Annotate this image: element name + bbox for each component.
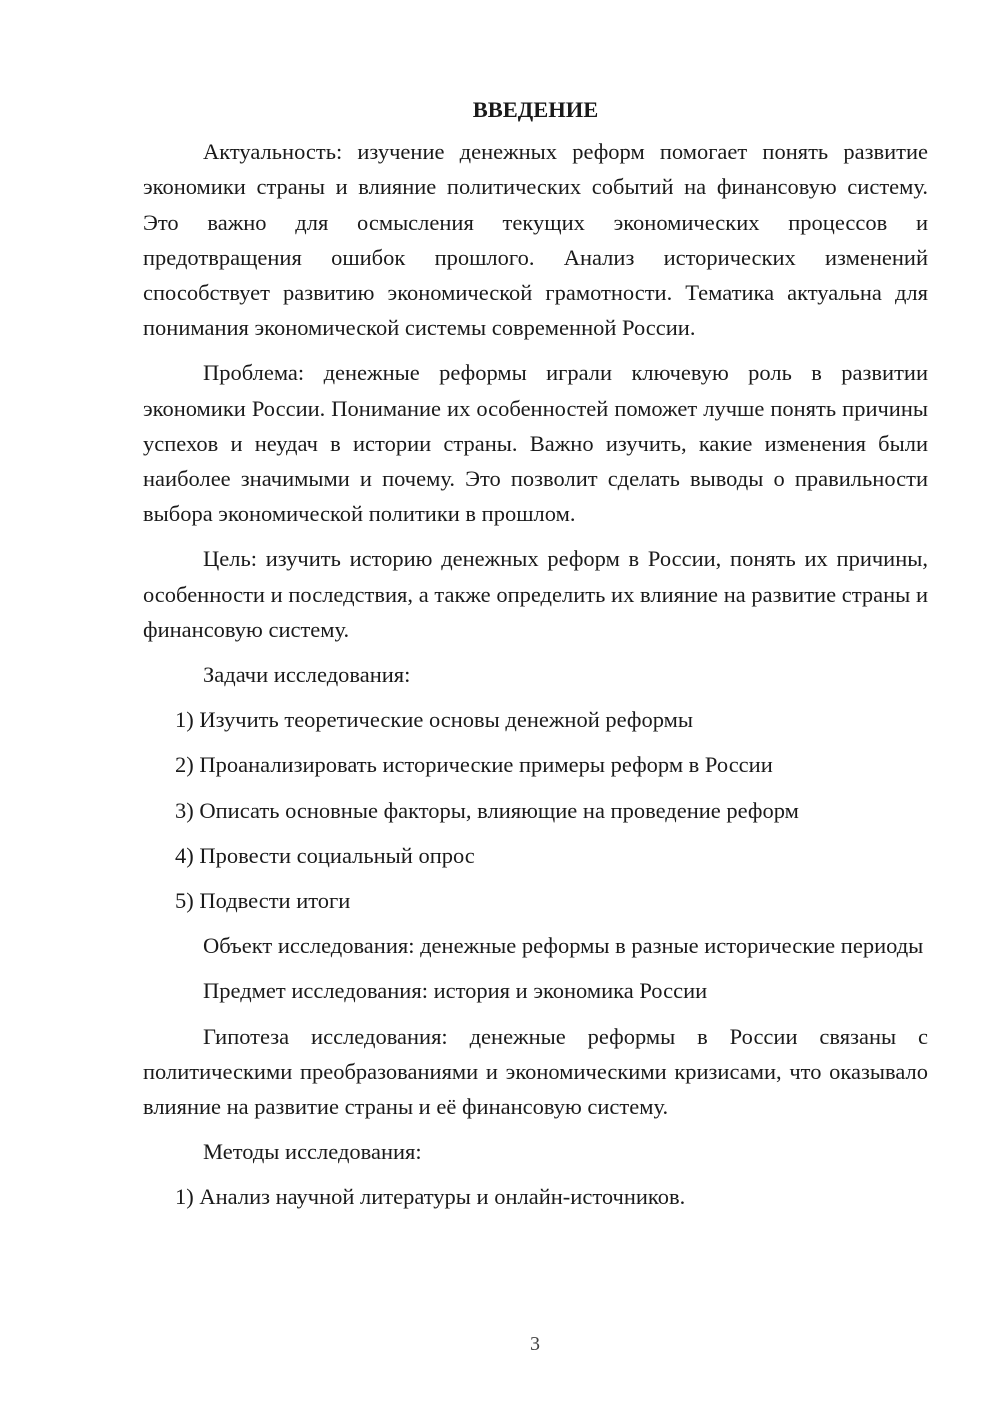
list-item: 4) Провести социальный опрос <box>175 842 475 868</box>
methods-list <box>143 1179 928 1214</box>
list-item: 1) Анализ научной литературы и онлайн-источников. <box>175 1184 686 1210</box>
list-item: 3) Описать основные факторы, влияющие на проведение реформ <box>175 797 799 823</box>
list-item: 1) Изучить теоретические основы денежной реформы <box>175 707 693 733</box>
section-title: ВВЕДЕНИЕ <box>472 97 599 122</box>
relevance-paragraph: Актуальность: изучение денежных реформ помогает понять развитие экономики страны и влияние политических событий на финансовую систему. Это важно для осмысления текущих экономических процессов и предотвращения ошибок прошлого. Анализ исторических изменений способствует развитию экономической грамотности. Тематика актуальна для понимания экономической системы современной России. <box>143 139 928 341</box>
page-content <box>143 92 928 1225</box>
tasks-heading: Задачи исследования: <box>203 662 411 688</box>
page-number: 3 <box>530 1333 540 1355</box>
subject-paragraph: Предмет исследования: история и экономика России <box>203 978 708 1004</box>
tasks-list <box>143 702 928 918</box>
list-item: 5) Подвести итоги <box>175 888 351 914</box>
problem-paragraph: Проблема: денежные реформы играли ключевую роль в развитии экономики России. Понимание их особенностей поможет лучше понять причины успехов и неудач в истории страны. Важно изучить, какие изменения были наиболее значимыми и почему. Это позволит сделать выводы о правильности выбора экономической политики в прошлом. <box>143 360 928 527</box>
hypothesis-paragraph: Гипотеза исследования: денежные реформы в России связаны с политическими преобразованиями и экономическими кризисами, что оказывало влияние на развитие страны и её финансовую систему. <box>143 1023 928 1120</box>
object-paragraph: Объект исследования: денежные реформы в разные исторические периоды <box>203 933 924 959</box>
methods-heading: Методы исследования: <box>203 1139 422 1165</box>
list-item: 2) Проанализировать исторические примеры реформ в России <box>175 752 773 778</box>
goal-paragraph: Цель: изучить историю денежных реформ в России, понять их причины, особенности и последствия, а также определить их влияние на развитие страны и финансовую систему. <box>143 546 928 642</box>
